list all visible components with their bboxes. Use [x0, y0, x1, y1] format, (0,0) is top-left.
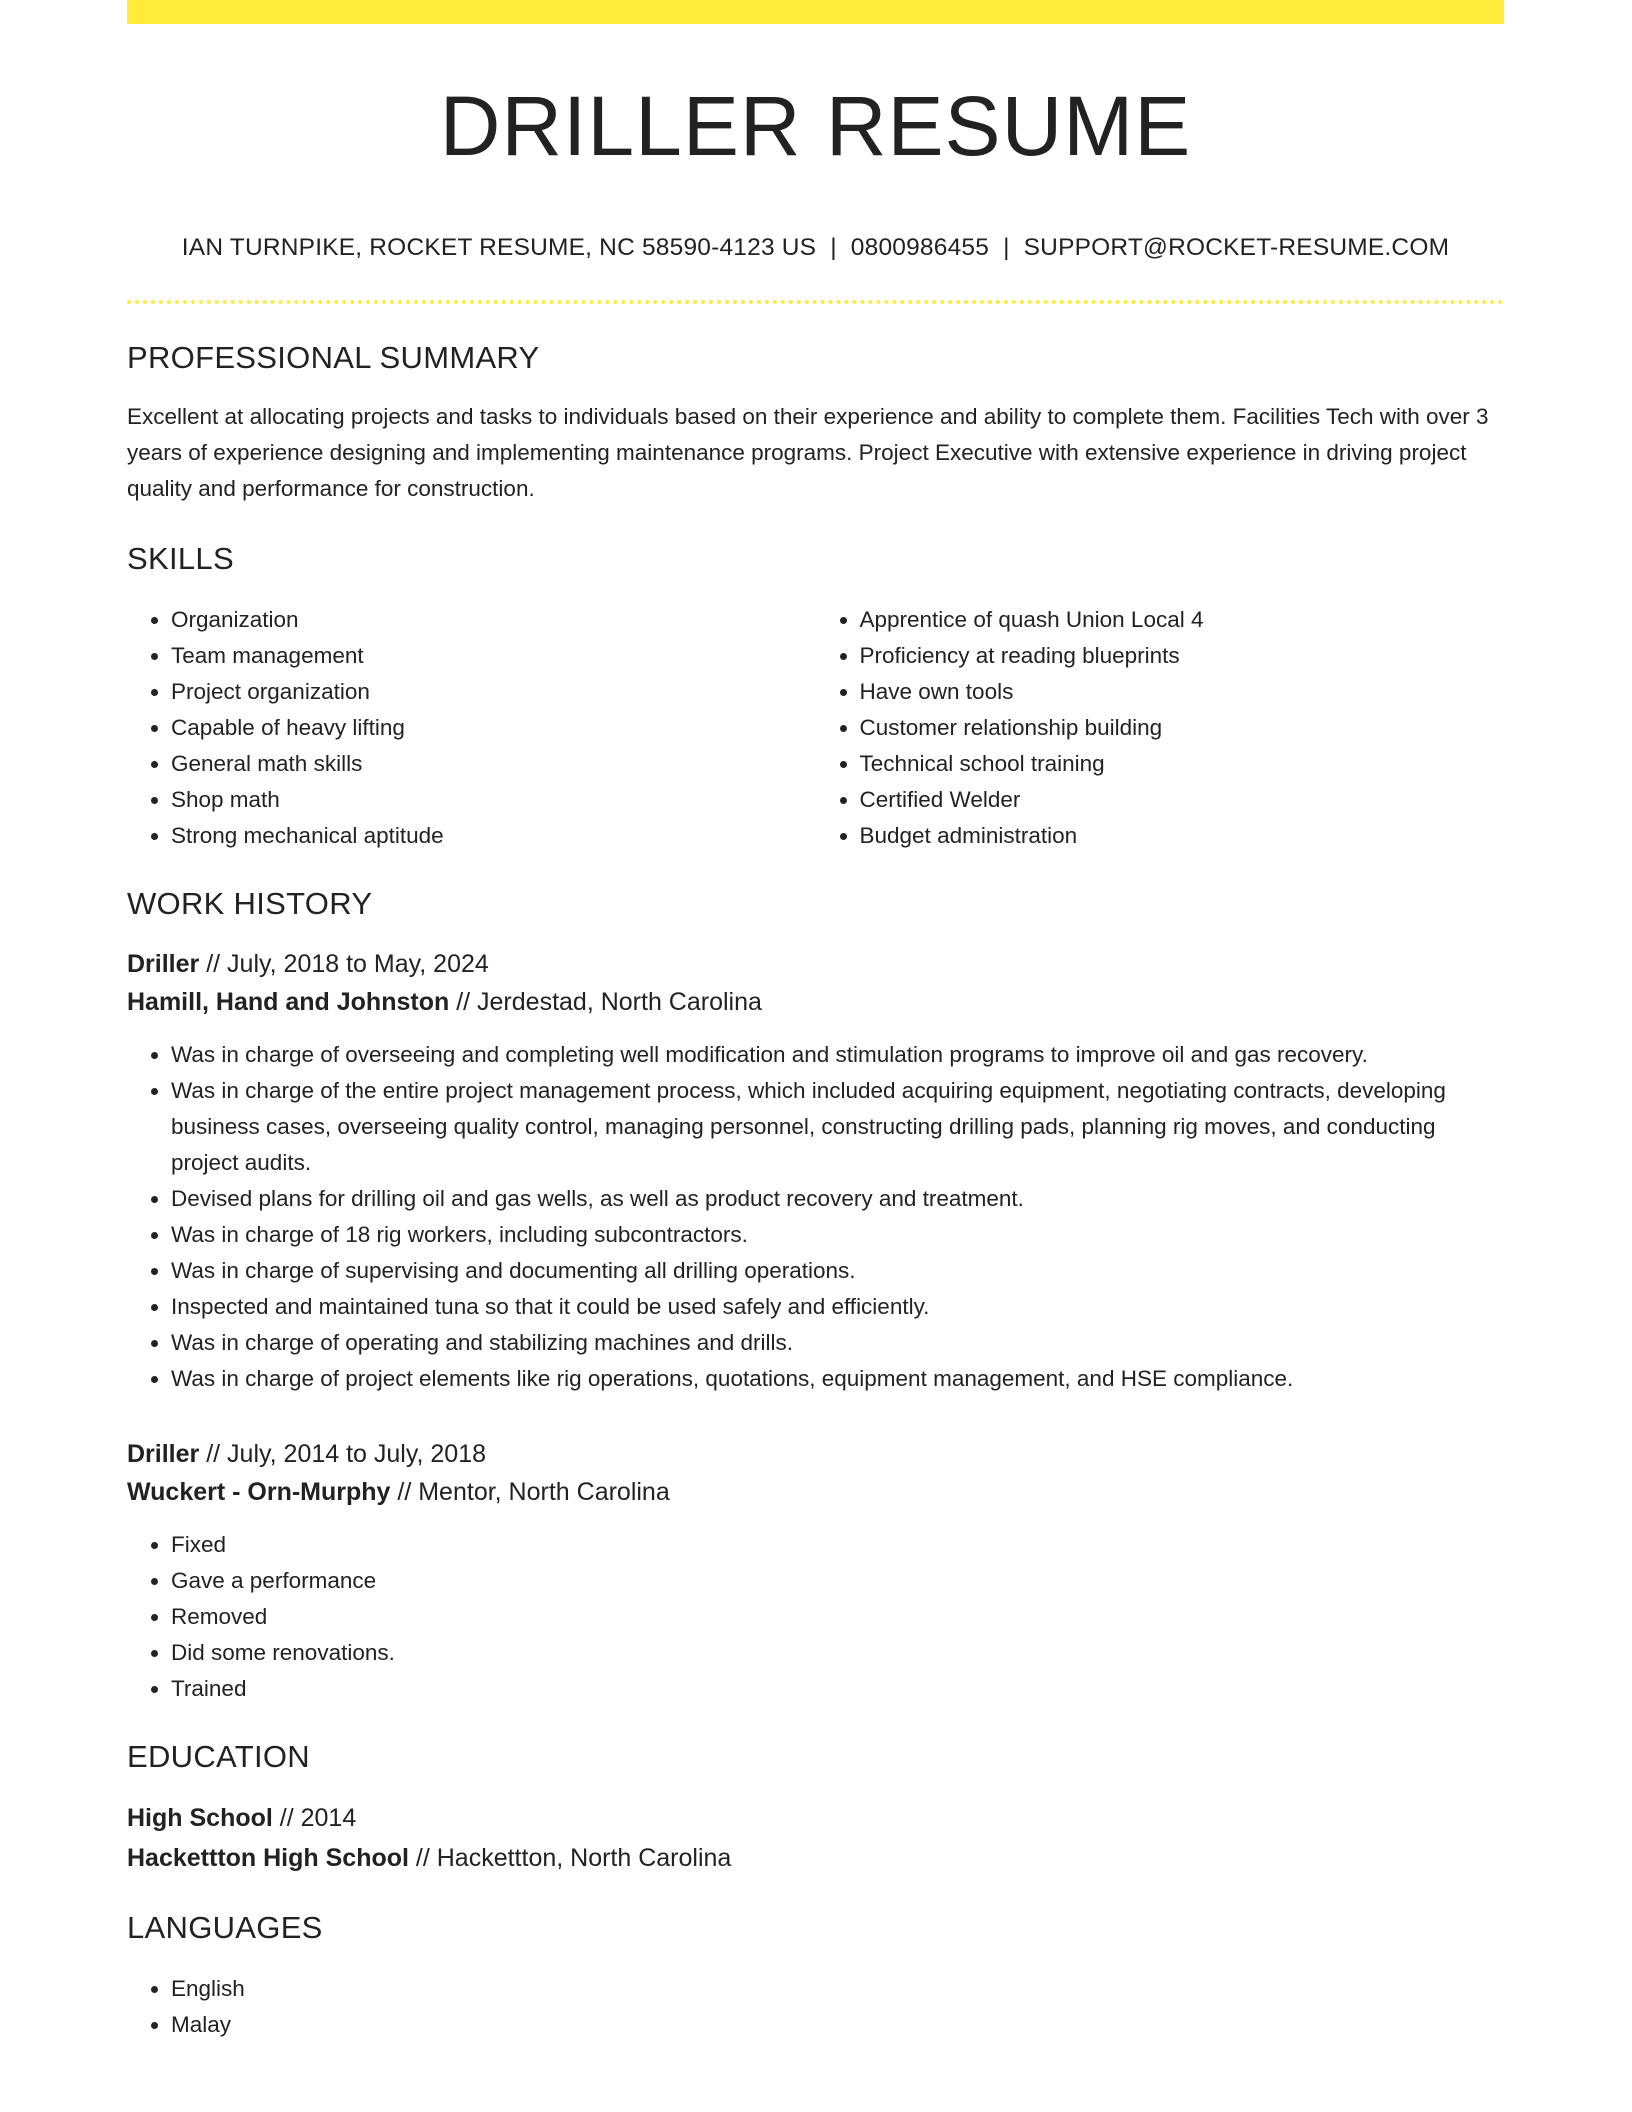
job-bullet-list — [127, 1527, 1504, 1707]
education-heading: EDUCATION — [127, 1739, 310, 1774]
summary-heading: PROFESSIONAL SUMMARY — [127, 340, 540, 375]
contact-separator: | — [1003, 234, 1010, 261]
list-item: • Budget administration — [860, 818, 1505, 854]
work-history-heading: WORK HISTORY — [127, 886, 373, 921]
education-degree: High School — [127, 1804, 273, 1832]
resume-title: DRILLER RESUME — [439, 79, 1192, 173]
accent-top-bar — [127, 0, 1504, 24]
education-entry — [127, 1798, 1504, 1878]
contact-separator: | — [830, 234, 837, 261]
list-item: • Apprentice of quash Union Local 4 — [860, 602, 1505, 638]
list-item: • Was in charge of 18 rig workers, including subcontractors. — [171, 1217, 1504, 1253]
languages-list — [127, 1971, 1504, 2043]
list-item: • Was in charge of overseeing and completing well modification and stimulation programs to improve oil and gas recovery. — [171, 1037, 1504, 1073]
list-item: • Shop math — [171, 782, 816, 818]
contact-email: SUPPORT@ROCKET-RESUME.COM — [1023, 234, 1450, 261]
job-bullet-list — [127, 1037, 1504, 1397]
contact-phone: 0800986455 — [850, 234, 990, 261]
list-item: • General math skills — [171, 746, 816, 782]
skills-columns — [127, 602, 1504, 854]
list-item: • Was in charge of project elements like rig operations, quotations, equipment management, and HSE compliance. — [171, 1361, 1504, 1397]
list-item: • Was in charge of supervising and documenting all drilling operations. — [171, 1253, 1504, 1289]
job-entry — [127, 945, 1504, 1397]
summary-text: Excellent at allocating projects and tasks to individuals based on their experience and ability to complete them. Facilities Tech with over 3 years of experience designing and implementing maintenance programs. Project Executive with extensive experience in driving project quality and performance for construction. — [127, 404, 1489, 501]
list-item: • Fixed — [171, 1527, 1504, 1563]
list-item: • Inspected and maintained tuna so that it could be used safely and efficiently. — [171, 1289, 1504, 1325]
job-company: Wuckert - Orn-Murphy — [127, 1478, 391, 1506]
list-item: • Malay — [171, 2007, 1504, 2043]
job-company: Hamill, Hand and Johnston — [127, 988, 450, 1016]
contact-line — [127, 234, 1504, 262]
list-item: • Customer relationship building — [860, 710, 1505, 746]
list-item: • English — [171, 1971, 1504, 2007]
job-entry — [127, 1435, 1504, 1707]
job-location: // Mentor, North Carolina — [390, 1478, 670, 1506]
job-dates: // July, 2014 to July, 2018 — [199, 1440, 487, 1468]
job-company-line — [127, 983, 1504, 1021]
job-title-line — [127, 1435, 1504, 1473]
list-item: • Organization — [171, 602, 816, 638]
list-item: • Was in charge of operating and stabilizing machines and drills. — [171, 1325, 1504, 1361]
list-item: • Gave a performance — [171, 1563, 1504, 1599]
list-item: • Capable of heavy lifting — [171, 710, 816, 746]
job-location: // Jerdestad, North Carolina — [449, 988, 762, 1016]
list-item: • Was in charge of the entire project management process, which included acquiring equipment, negotiating contracts, developing business cases, overseeing quality control, managing personnel, constructing drilling pads, planning rig moves, and conducting project audits. — [171, 1073, 1504, 1181]
list-item: • Removed — [171, 1599, 1504, 1635]
education-school: Hackettton High School — [127, 1844, 409, 1872]
skills-list-right — [816, 602, 1505, 854]
resume-page — [127, 0, 1504, 2043]
list-item: • Strong mechanical aptitude — [171, 818, 816, 854]
job-title: Driller — [127, 950, 200, 978]
list-item: • Have own tools — [860, 674, 1505, 710]
education-school-line — [127, 1838, 1504, 1878]
job-dates: // July, 2018 to May, 2024 — [199, 950, 489, 978]
skills-list-left — [127, 602, 816, 854]
list-item: • Trained — [171, 1671, 1504, 1707]
skills-heading: SKILLS — [127, 541, 234, 576]
job-title: Driller — [127, 1440, 200, 1468]
education-location: // Hackettton, North Carolina — [408, 1844, 732, 1872]
job-company-line — [127, 1473, 1504, 1511]
list-item: • Devised plans for drilling oil and gas wells, as well as product recovery and treatment. — [171, 1181, 1504, 1217]
list-item: • Did some renovations. — [171, 1635, 1504, 1671]
languages-heading: LANGUAGES — [127, 1910, 323, 1945]
list-item: • Certified Welder — [860, 782, 1505, 818]
list-item: • Project organization — [171, 674, 816, 710]
contact-address: IAN TURNPIKE, ROCKET RESUME, NC 58590-4123 US — [181, 234, 817, 261]
list-item: • Team management — [171, 638, 816, 674]
education-degree-line — [127, 1798, 1504, 1838]
education-year: // 2014 — [272, 1804, 357, 1832]
dotted-divider — [127, 300, 1504, 304]
list-item: • Technical school training — [860, 746, 1505, 782]
job-title-line — [127, 945, 1504, 983]
list-item: • Proficiency at reading blueprints — [860, 638, 1505, 674]
